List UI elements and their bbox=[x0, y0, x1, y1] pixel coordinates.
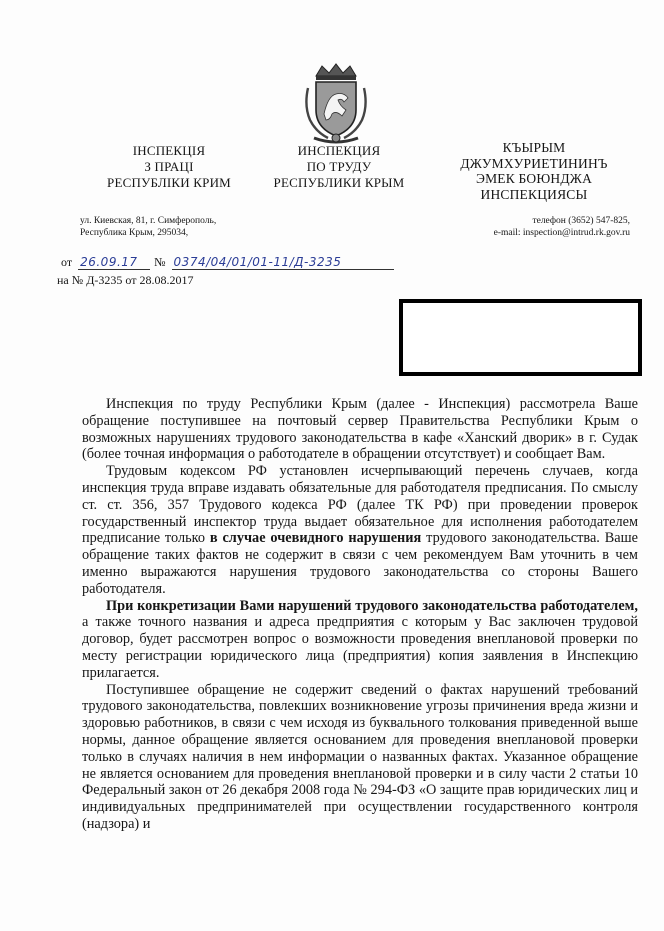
address-line: Республика Крым, 295034, bbox=[80, 228, 189, 238]
header-ua-line: З ПРАЦІ bbox=[144, 159, 194, 174]
paragraph-2-text-b: трудового законодательства. Ваше обращение таких фактов не содержит в связи с чем рекомендуем Вам уточнить в чем именно выражаются нарушения трудового законодательства со стороны Вашего работодателя. bbox=[82, 530, 638, 597]
handwritten-number: 0374/04/01/01-11/Д-3235 bbox=[172, 255, 394, 270]
date-label: от bbox=[61, 255, 73, 269]
header-ukrainian bbox=[84, 143, 254, 191]
header-ru-line: ИНСПЕКЦИЯ bbox=[297, 143, 381, 158]
header-ua-line: ІНСПЕКЦІЯ bbox=[132, 143, 206, 158]
crimea-coat-of-arms-icon bbox=[302, 62, 370, 144]
paragraph-2-text-a: Трудовым кодексом РФ установлен исчерпывающий перечень случаев, когда инспекция труда вправе издавать обязательные для работодателя предписания. По смыслу ст. ст. 356, 357 Трудового кодекса РФ (далее ТК РФ) при проведении проверок государственный инспектор труда выдает обязательное для исполнения работодателем предписание только bbox=[82, 463, 638, 547]
letter-body bbox=[82, 396, 638, 833]
header-crh-line: ЭМЕК БОЮНДЖА bbox=[475, 171, 593, 186]
paragraph-1: Инспекция по труду Республики Крым (далее - Инспекция) рассмотрела Ваше обращение поступившее на почтовый сервер Правительства Республики Крым о возможных нарушениях трудового законодательства в кафе «Ханский дворик» в г. Судак (более точная информация о работодателе в обращении отсутствует) и сообщает Вам. bbox=[82, 396, 638, 463]
paragraph-2-bold: в случае очевидного нарушения bbox=[209, 530, 422, 547]
header-russian bbox=[252, 143, 426, 191]
header-crimean-tatar bbox=[436, 140, 632, 202]
email-line: e-mail: inspection@intrud.rk.gov.ru bbox=[493, 228, 630, 238]
header-ru-line: РЕСПУБЛИКИ КРЫМ bbox=[273, 175, 405, 190]
outgoing-registration bbox=[57, 255, 394, 270]
contact-info bbox=[420, 215, 630, 239]
paragraph-3-bold: При конкретизации Вами нарушений трудового законодательства работодателем, bbox=[106, 597, 638, 614]
address-line: ул. Киевская, 81, г. Симферополь, bbox=[80, 216, 217, 226]
header-crh-line: ДЖУМХУРИЕТИНИНЪ bbox=[460, 155, 608, 171]
paragraph-3 bbox=[82, 598, 638, 682]
paragraph-3-text: а также точного названия и адреса предприятия с которым у Вас заключен трудовой договор, будет рассмотрен вопрос о возможности проведения внеплановой проверки по месту регистрации юридического лица (предприятия) копия заявления в Инспекцию прилагается. bbox=[82, 614, 638, 681]
paragraph-4: Поступившее обращение не содержит сведений о фактах нарушений требований трудового законодательства, повлекших возникновение угрозы причинения вреда жизни и здоровью работников, в связи с чем исходя из буквального толкования приведенной выше нормы, данное обращение является основанием для проведения внеплановой проверки только в случаях наличия в нем информации о названных фактах. Указанное обращение не является основанием для проведения внеплановой проверки и в силу части 2 статьи 10 Федеральный закон от 26 декабря 2008 года № 294-ФЗ «О защите прав юридических лиц и индивидуальных предпринимателей при осуществлении государственного контроля (надзора) и bbox=[82, 681, 638, 832]
header-crh-line: КЪЫРЫМ bbox=[502, 140, 566, 155]
header-crh-line: ИНСПЕКЦИЯСЫ bbox=[480, 186, 588, 202]
paragraph-2 bbox=[82, 463, 638, 597]
phone-line: телефон (3652) 547-825, bbox=[532, 216, 630, 226]
header-ru-line: ПО ТРУДУ bbox=[306, 159, 372, 174]
reference-line: на № Д-3235 от 28.08.2017 bbox=[57, 273, 194, 287]
redacted-addressee-box bbox=[399, 299, 642, 376]
postal-address bbox=[80, 215, 280, 239]
number-label: № bbox=[154, 255, 166, 269]
handwritten-date: 26.09.17 bbox=[78, 255, 150, 270]
header-ua-line: РЕСПУБЛІКИ КРИМ bbox=[107, 175, 231, 190]
